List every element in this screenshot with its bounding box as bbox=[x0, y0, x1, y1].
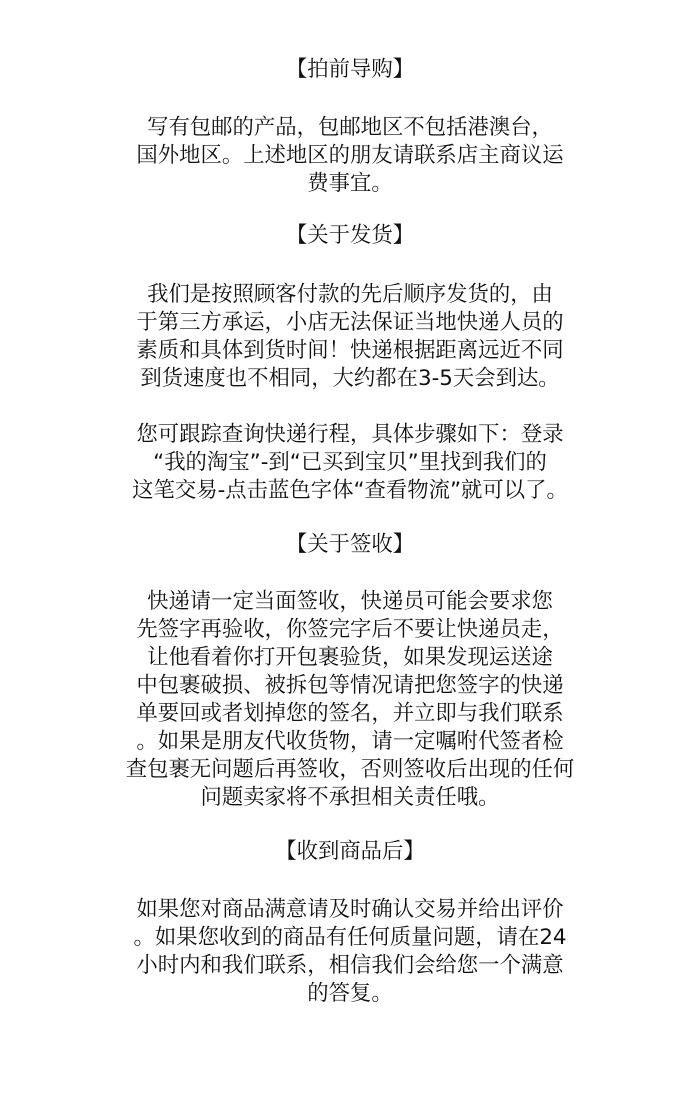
text-line: 我们是按照顾客付款的先后顺序发货的，由 bbox=[147, 282, 553, 307]
section-heading-pre-purchase: 【拍前导购】 bbox=[285, 57, 415, 82]
text-line: 。如果是朋友代收货物，请一定嘱咐代签者检 bbox=[136, 729, 564, 754]
paragraph-free-shipping bbox=[0, 114, 700, 198]
text-line: 费事宜。 bbox=[307, 171, 393, 196]
text-line: 于第三方承运，小店无法保证当地快递人员的 bbox=[136, 310, 564, 335]
text-line: 让他看着你打开包裹验货，如果发现运送途 bbox=[147, 645, 553, 670]
text-line: 如果您对商品满意请及时确认交易并给出评价 bbox=[136, 897, 564, 922]
paragraph-after-receipt bbox=[0, 896, 700, 1008]
paragraph-shipping-order bbox=[0, 281, 700, 393]
text-line: 素质和具体到货时间！快递根据距离远近不同 bbox=[136, 338, 564, 363]
text-line: 先签字再验收，你签完字后不要让快递员走， bbox=[136, 617, 564, 642]
text-line: 查包裹无问题后再签收，否则签收后出现的任何 bbox=[125, 757, 575, 782]
paragraph-tracking-steps bbox=[0, 421, 700, 505]
text-line: 您可跟踪查询快递行程，具体步骤如下：登录 bbox=[136, 422, 564, 447]
paragraph-signing-instructions bbox=[0, 588, 700, 812]
text-line: 的答复。 bbox=[307, 981, 393, 1006]
text-line: “我的淘宝”-到“已买到宝贝”里找到我们的 bbox=[153, 450, 547, 475]
text-line: 这笔交易-点击蓝色字体“查看物流”就可以了。 bbox=[132, 478, 568, 503]
text-line: 小时内和我们联系，相信我们会给您一个满意 bbox=[136, 953, 564, 978]
text-line: 。如果您收到的商品有任何质量问题，请在24 bbox=[133, 925, 567, 950]
section-heading-shipping: 【关于发货】 bbox=[285, 223, 415, 248]
section-heading-signing: 【关于签收】 bbox=[285, 532, 415, 557]
text-line: 快递请一定当面签收，快递员可能会要求您 bbox=[147, 589, 553, 614]
text-line: 问题卖家将不承担相关责任哦。 bbox=[200, 785, 500, 810]
text-line: 到货速度也不相同，大约都在3-5天会到达。 bbox=[140, 366, 560, 391]
text-line: 中包裹破损、被拆包等情况请把您签字的快递 bbox=[136, 673, 564, 698]
text-line: 国外地区。上述地区的朋友请联系店主商议运 bbox=[136, 143, 564, 168]
text-line: 单要回或者划掉您的签名，并立即与我们联系 bbox=[136, 701, 564, 726]
text-line: 写有包邮的产品，包邮地区不包括港澳台， bbox=[147, 115, 553, 140]
section-heading-after-receipt: 【收到商品后】 bbox=[275, 839, 425, 864]
